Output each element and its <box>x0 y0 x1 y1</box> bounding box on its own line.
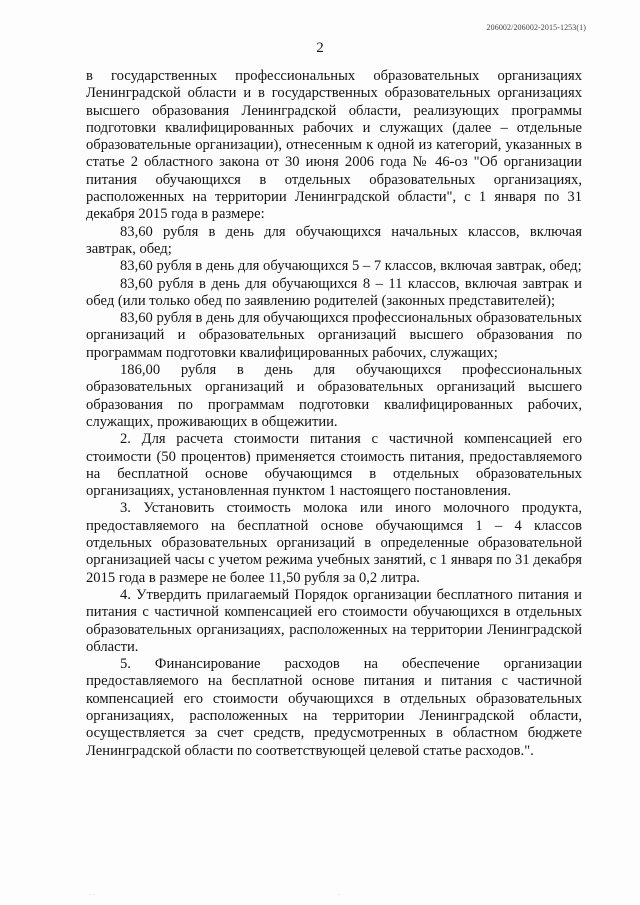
paragraph-price-vocational: 83,60 рубля в день для обучающихся профессиональных образовательных организаций и образовательных организаций высшего образования по программам подготовки квалифицированных рабочих, служащих; <box>86 310 582 361</box>
page-number: 2 <box>316 40 324 56</box>
document-body <box>86 68 582 760</box>
paragraph-price-grades-5-7: 83,60 рубля в день для обучающихся 5 – 7 классов, включая завтрак, обед; <box>120 258 582 275</box>
scan-artifact: ⋅ <box>338 891 341 899</box>
paragraph-price-primary: 83,60 рубля в день для обучающихся начальных классов, включая завтрак, обед; <box>86 223 582 257</box>
paragraph-price-grades-8-11: 83,60 рубля в день для обучающихся 8 – 11 классов, включая завтрак и обед (или только обед по заявлению родителей (законных представителей); <box>86 275 582 309</box>
paragraph-intro-continuation: в государственных профессиональных образовательных организациях Ленинградской области и в государственных образовательных организациях высшего образования Ленинградской области, реализующих программы подготовки квалифицированных рабочих и служащих (далее – отдельные образовательные организации), отнесенным к одной из категорий, указанных в статье 2 областного закона от 30 июня 2006 года № 46-оз "Об организации питания обучающихся в отдельных образовательных организациях, расположенных на территории Ленинградской области", с 1 января по 31 декабря 2015 года в размере: <box>86 68 582 223</box>
paragraph-item-3: 3. Установить стоимость молока или иного молочного продукта, предоставляемого на бесплатной основе обучающимся 1 – 4 классов отдельных образовательных организаций в определенные образовательной организацией часы с учетом режима учебных занятий, с 1 января по 31 декабря 2015 года в размере не более 11,50 рубля за 0,2 литра. <box>86 500 582 586</box>
paragraph-item-5: 5. Финансирование расходов на обеспечение организации предоставляемого на бесплатной основе питания и питания с частичной компенсацией его стоимости обучающихся в отдельных образовательных организациях, расположенных на территории Ленинградской области, осуществляется за счет средств, предусмотренных в областном бюджете Ленинградской области по соответствующей целевой статье расходов.". <box>86 656 582 759</box>
scan-artifact: ⋅ ⋅ <box>88 891 95 899</box>
paragraph-price-dormitory: 186,00 рубля в день для обучающихся профессиональных образовательных организаций и образовательных организаций высшего образования по программам подготовки квалифицированных рабочих, служащих, проживающих в общежитии. <box>86 362 582 430</box>
document-registration-number: 206002/206002-2015-1253(1) <box>486 23 586 32</box>
paragraph-item-4: 4. Утвердить прилагаемый Порядок организации бесплатного питания и питания с частичной компенсацией его стоимости обучающихся в отдельных образовательных организациях, расположенных на территории Ленинградской области. <box>86 586 582 655</box>
paragraph-item-2: 2. Для расчета стоимости питания с частичной компенсацией его стоимости (50 процентов) применяется стоимость питания, предоставляемого на бесплатной основе обучающимся в отдельных образовательных организациях, установленная пунктом 1 настоящего постановления. <box>86 431 582 500</box>
